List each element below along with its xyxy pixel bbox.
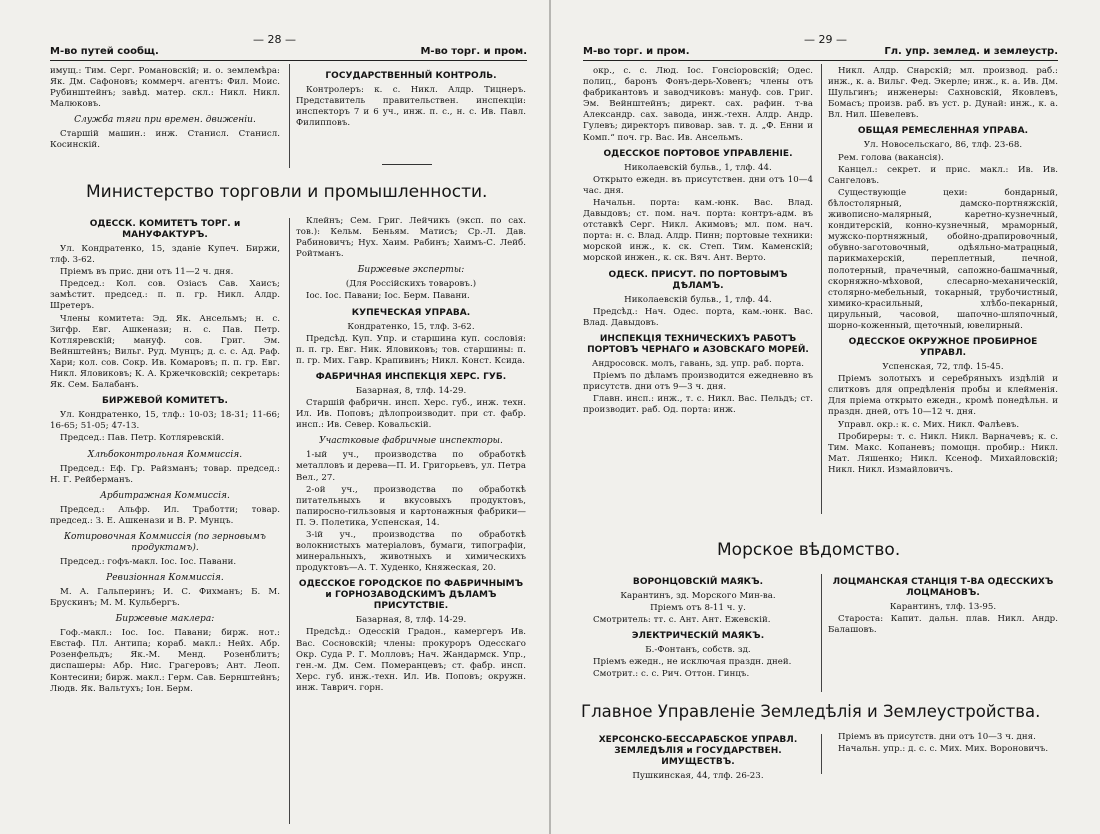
agri-column-2 xyxy=(828,732,1058,828)
paragraph: Гоф.-макл.: Іос. Іос. Павани; бирж. нот.: Евстаф. Пл. Антипа; кораб. макл.: Нейх. Абр. Розенфельдъ; Як.-М. Менд. Розенблитъ; диспашеры: Абр. Нис. Грагеровъ; Ант. Леоп. Контесини; бирж. макл.: Герм. Сав. Бернштейнъ; Людв. Як. Вальтухъ; Іон. Берм. xyxy=(50,628,280,694)
section-heading: ХЕРСОНСКО-БЕССАРАБСКОЕ УПРАВЛ. ЗЕМЛЕДѢЛІЯ и ГОСУДАРСТВЕН. ИМУЩЕСТВЪ. xyxy=(598,735,798,767)
paragraph: Клейнъ; Сем. Григ. Лейчикъ (эксп. по сах. тов.): Кельм. Беньям. Матисъ; Ср.-Л. Дав. Рабиновичъ; Нух. Хаим. Рабинъ; Хаимъ-С. Лейб. Ройтманъ. xyxy=(296,216,526,260)
paragraph: Смотрит.: с. с. Рич. Оттон. Гинцъ. xyxy=(593,669,750,680)
paragraph: Председ.: Альфр. Ил. Тработти; товар. председ.: З. Е. Ашкенази и В. Р. Мунцъ. xyxy=(50,504,280,526)
paragraph: Іос. Іос. Павани; Іос. Берм. Павани. xyxy=(306,291,470,302)
section-heading: Служба тяги при времен. движеніи. xyxy=(74,115,256,126)
column-divider xyxy=(821,64,822,514)
section-heading: ЛОЦМАНСКАЯ СТАНЦІЯ Т-ВА ОДЕССКИХЪ ЛОЦМАНОВЪ. xyxy=(832,577,1054,598)
paragraph: Главн. инсп.: инж., т. с. Никл. Вас. Пельдъ; ст. производит. раб. Од. порта: инж. xyxy=(583,394,813,416)
running-head-right-label: М-во торг. и пром. xyxy=(420,46,527,57)
column-divider xyxy=(821,734,822,774)
section-heading: КУПЕЧЕСКАЯ УПРАВА. xyxy=(351,307,471,318)
address-line: Кондратенко, 15, тлф. 3-62. xyxy=(347,321,475,332)
paragraph: Члены комитета: Эд. Як. Ансельмъ; н. с. Зигфр. Евг. Ашкенази; н. с. Пав. Петр. Котляревскій; мануф. сов. Григ. Эм. Вейнштейнъ; Вильг. Руд. Мунцъ; д. с. с. Ад. Раф. Хари; кол. сов. Сокр. Ив. Комаровъ; п. п. гр. Евг. Никл. Яловиковъ; К. А. Кржечковскій; секретарь: Як. Сем. Балабанъ. xyxy=(50,313,280,391)
subsection-heading: Биржевые маклера: xyxy=(115,614,215,625)
subsection-heading: Участковые фабричные инспекторы. xyxy=(319,436,503,447)
paragraph: Смотритель: тт. с. Ант. Ант. Ежевскій. xyxy=(593,615,771,626)
paragraph: Открыто ежедн. въ присутствен. дни отъ 10—4 час. дня. xyxy=(583,174,813,196)
paragraph: окр., с. с. Люд. Іос. Гонсіоровскій; Одес. полиц., баронъ Фонъ-дерь-Ховенъ; члены отъ фабрикантовъ и заводчиковъ: мануф. сов. Григ. Эм. Вейнштейнъ; директ. сах. рафин. т-ва Александр. сах. завода, инж.-техн. Алдр. Андр. Гулевъ; директоръ пивовар. зав. т. д. „Ф. Енни и Комп.“ поч. гр. Вас. Ив. Ансельмъ. xyxy=(583,66,813,143)
section-heading: ОДЕСК. ПРИСУТ. ПО ПОРТОВЫМЪ ДѢЛАМЪ. xyxy=(608,269,788,291)
section-heading: ОДЕССКОЕ ПОРТОВОЕ УПРАВЛЕНІЕ. xyxy=(603,148,793,159)
paragraph: 1-ый уч., производства по обработкѣ металловъ и дерева—П. И. Григорьевъ, ул. Петра Вел., 27. xyxy=(296,450,526,483)
section-heading: ОДЕССКОЕ ОКРУЖНОЕ ПРОБИРНОЕ УПРАВЛ. xyxy=(848,337,1038,359)
section-heading: ИНСПЕКЦІЯ ТЕХНИЧЕСКИХЪ РАБОТЪ ПОРТОВЪ ЧЕРНАГО и АЗОВСКАГО МОРЕЙ. xyxy=(587,333,809,355)
address-line: Базарная, 8, тлф. 14-29. xyxy=(355,385,467,396)
address-line: Базарная, 8, тлф. 14-29. xyxy=(355,615,467,626)
subsection-heading: Ревизіонная Коммиссія. xyxy=(106,572,224,583)
subsection-heading: Арбитражная Коммиссія. xyxy=(100,490,230,501)
paragraph: Пріемъ въ присутств. дни отъ 10—3 ч. дня. xyxy=(838,732,1036,742)
section-heading: ФАБРИЧНАЯ ИНСПЕКЦІЯ ХЕРС. ГУБ. xyxy=(315,371,507,382)
agri-column-1 xyxy=(583,730,813,826)
section-heading: ОБЩАЯ РЕМЕСЛЕННАЯ УПРАВА. xyxy=(857,126,1029,137)
paragraph: Старшій машин.: инж. Станисл. Станисл. Косинскій. xyxy=(50,129,280,151)
address-line: Пріемъ отъ 8-11 ч. у. xyxy=(650,603,746,614)
paragraph: Председ.: Еф. Гр. Райзманъ; товар. председ.: Н. Г. Рейберманъ. xyxy=(50,463,280,485)
section-heading: ОДЕССКОЕ ГОРОДСКОЕ ПО ФАБРИЧНЫМЪ и ГОРНОЗАВОДСКИМЪ ДѢЛАМЪ ПРИСУТСТВІЕ. xyxy=(298,579,524,612)
address-line: Ул. Новосельскаго, 86, тлф. 23-68. xyxy=(863,140,1023,151)
running-head-left-label: М-во торг. и пром. xyxy=(583,46,690,57)
agriculture-title: Главное Управленіе Земледѣлія и Землеустройства. xyxy=(581,702,1041,721)
paragraph: Начальн. порта: кам.-юнк. Вас. Влад. Давыдовъ; ст. пом. нач. порта: контръ-адм. въ отставкѣ Серг. Никл. Акимовъ; мл. пом. нач. порта: н. с. Влад. Алдр. Пинн; портовые техники: морской инж., к. ск. Степ. Тим. Каменскій; морской инжен., к. ск. Вяч. Ант. Верто. xyxy=(583,197,813,264)
column-divider xyxy=(289,218,290,824)
right-page xyxy=(551,0,1100,834)
paragraph: Контролеръ: к. с. Никл. Алдр. Тицнеръ. Представитель правительствен. инспекціи: инспекторъ 7 и 6 уч., инж. п. с., н. с. Ив. Павл. Филипповъ. xyxy=(296,85,526,129)
top-right-column xyxy=(296,66,526,130)
ministry-title: Министерство торговли и промышленности. xyxy=(86,182,488,202)
paragraph: Канцел.: секрет. и прис. макл.: Ив. Ив. Сангеловъ. xyxy=(828,164,1058,186)
paragraph: Пріемъ по дѣламъ производится ежедневно въ присутств. дни отъ 9—3 ч. дня. xyxy=(583,370,813,392)
paragraph: Начальн. упр.: д. с. с. Мих. Мих. Вороновичъ. xyxy=(838,744,1049,755)
top-left-column xyxy=(50,66,280,153)
address-line: (Для Россійскихъ товаровъ.) xyxy=(345,279,477,290)
navy-title: Морское вѣдомство. xyxy=(717,540,901,560)
subsection-heading: Хлѣбоконтрольная Коммиссія. xyxy=(87,449,243,460)
paragraph: Предсѣд.: Нач. Одес. порта, кам.-юнк. Вас. Влад. Давыдовъ. xyxy=(583,306,813,328)
address-line: Б.-Фонтанъ, собств. зд. xyxy=(645,645,751,656)
paragraph: Староста: Капит. дальн. плав. Никл. Андр. Балашовъ. xyxy=(828,614,1058,636)
subsection-heading: Биржевые эксперты: xyxy=(357,265,465,276)
running-head-right-label: Гл. упр. землед. и землеустр. xyxy=(884,46,1058,57)
paragraph: Пріемъ ежедн., не исключая праздн. дней. xyxy=(593,657,792,668)
paragraph: Старшій фабричн. инсп. Херс. губ., инж. техн. Ил. Ив. Поповъ; дѣлопроизводит. при ст. фабр. инсп.: Ив. Север. Ковальскій. xyxy=(296,398,526,431)
address-line: Николаевскій бульв., 1, тлф. 44. xyxy=(624,162,772,173)
paragraph: Никл. Алдр. Снарскій; мл. производ. раб.: инж., к. а. Вильг. Фед. Экерле; инж., к. а. Ив. Дм. Шульгинъ; инженеры: Сахновскій, Яковлевъ, Бомасъ; произв. раб. въ уст. р. Дунай: инж., к. а. Вл. Нил. Шевелевъ. xyxy=(828,66,1058,121)
paragraph: Пріемъ въ прис. дни отъ 11—2 ч. дня. xyxy=(60,267,234,278)
paragraph: Предсѣд. Куп. Упр. и старшина куп. сословія: п. п. гр. Евг. Ник. Яловиковъ; тов. старшины: п. п. гр. Мих. Гавр. Крапивинъ; Никл. Конст. Ксида. xyxy=(296,333,526,366)
paragraph: Председ.: Кол. сов. Озіасъ Сав. Хаисъ; замѣстит. председ.: п. п. гр. Никл. Алдр. Шретеръ. xyxy=(50,279,280,312)
address-line: Карантинъ, тлф. 13-95. xyxy=(889,602,997,612)
right-column-1 xyxy=(583,66,813,512)
section-heading: ОДЕССК. КОМИТЕТЪ ТОРГ. и МАНУФАКТУРЪ. xyxy=(89,219,241,240)
right-column-2 xyxy=(828,66,1058,512)
running-head-left xyxy=(50,44,527,61)
short-rule xyxy=(382,164,432,165)
paragraph: Предсѣд.: Одесскій Градон., камергеръ Ив. Вас. Сосновскій; члены: прокуроръ Одесскаго Окр. Суда Р. Г. Молловъ; Нач. Жандармск. Упр., ген.-м. Дм. Сем. Померанцевъ; ст. фабр. инсп. Херс. губ. инж.-техн. Ил. Ив. Поповъ; окружн. инж. Таврич. горн. xyxy=(296,627,526,693)
paragraph: Рем. голова (вакансія). xyxy=(838,152,944,163)
paragraph: имущ.: Тим. Серг. Романовскiй; и. о. землемѣра: Як. Дм. Сафоновъ; коммерч. агентъ: Фил. Моис. Рубинштейнъ; завѣд. матер. скл.: Никл. Никл. Малюковъ. xyxy=(50,66,280,110)
paragraph: Пріемъ золотыхъ и серебряныхъ издѣлій и слитковъ для опредѣленія пробы и клейменія. Для пріема открыто ежедн., кромѣ понедѣльн. и праздн. дней, отъ 10—12 ч. дня. xyxy=(828,374,1058,418)
column-divider xyxy=(289,64,290,168)
page-number-left: — 28 — xyxy=(253,33,296,46)
running-head-left-label: М-во путей сообщ. xyxy=(50,46,159,57)
section-heading: ГОСУДАРСТВЕННЫЙ КОНТРОЛЬ. xyxy=(325,71,497,81)
section-heading: ЭЛЕКТРИЧЕСКІЙ МАЯКЪ. xyxy=(631,631,765,642)
left-column-1 xyxy=(50,214,280,826)
section-heading: БИРЖЕВОЙ КОМИТЕТЪ. xyxy=(101,396,229,407)
running-head-right xyxy=(583,44,1058,61)
paragraph: Управл. окр.: к. с. Мих. Никл. Фалѣевъ. xyxy=(838,419,1020,430)
address-line: Карантинъ, зд. Морского Мин-ва. xyxy=(620,591,776,601)
page-number-right: — 29 — xyxy=(804,33,847,46)
paragraph: М. А. Гальперинъ; И. С. Фихманъ; Б. М. Брускинъ; М. М. Кульбергъ. xyxy=(50,586,280,609)
address-line: Пушкинская, 44, тлф. 26-23. xyxy=(632,771,764,781)
address-line: Успенская, 72, тлф. 15-45. xyxy=(882,362,1004,373)
paragraph: Председ.: гофъ-макл. Іос. Іос. Павани. xyxy=(60,556,237,567)
navy-column-2 xyxy=(828,572,1058,697)
paragraph: Пробиреры: т. с. Никл. Никл. Варначевъ; к. с. Тим. Макс. Копаневъ; помощн. пробир.: Никл. Мат. Ляшенко; Никл. Ксеноф. Михайловскій; Никл. Никл. Измайловичъ. xyxy=(828,431,1058,475)
paragraph: Ул. Кондратенко, 15, тлф.: 10-03; 18-31; 11-66; 16-65; 51-05; 47-13. xyxy=(50,410,280,432)
navy-column-1 xyxy=(583,572,813,697)
left-column-2 xyxy=(296,216,526,826)
address-line: Андросовск. молъ, гавань, зд. упр. раб. порта. xyxy=(591,358,805,369)
paragraph: Председ.: Пав. Петр. Котляревскій. xyxy=(60,433,225,444)
left-page xyxy=(0,0,549,834)
section-heading: ВОРОНЦОВСКІЙ МАЯКЪ. xyxy=(632,577,764,587)
column-divider xyxy=(821,574,822,692)
address-line: Николаевскій бульв., 1, тлф. 44. xyxy=(624,294,772,305)
paragraph: Ул. Кондратенко, 15, зданіе Купеч. Биржи, тлф. 3-62. xyxy=(50,244,280,266)
subsection-heading: Котировочная Коммиссія (по зерновымъ продуктамъ). xyxy=(64,531,266,553)
paragraph: Существующіе цехи: бондарный, бѣлостолярный, дамско-портняжскій, живописно-малярный, каретно-кузнечный, кондитерскій, конно-кузнечный, мраморный, мужско-портняжный, обойно-драпировочный, обувно-заготовочный, одѣяльно-матрацный, парикмахерскій, переплетный, печной, полотерный, прачечный, сапожно-башмачный, скорняжно-мѣховой, слесарно-механическій, столярно-мебельный, токарный, трубочистный, химико-красильный, хлѣбо-пекарный, цирульный, часовой, шапочно-шляпочный, шорно-коженный, щеточный, ювелирный. xyxy=(828,187,1058,331)
paragraph: 3-ій уч., производства по обработкѣ волокнистыхъ матеріаловъ, бумаги, типографіи, минеральныхъ, животныхъ и химическихъ продуктовъ—А. Т. Худенко, Княжеская, 20. xyxy=(296,529,526,574)
paragraph: 2-ой уч., производства по обработкѣ питательныхъ и вкусовыхъ продуктовъ, папиросно-гильзовыя и картонажныя фабрики—П. Э. Полетика, Успенская, 14. xyxy=(296,484,526,528)
